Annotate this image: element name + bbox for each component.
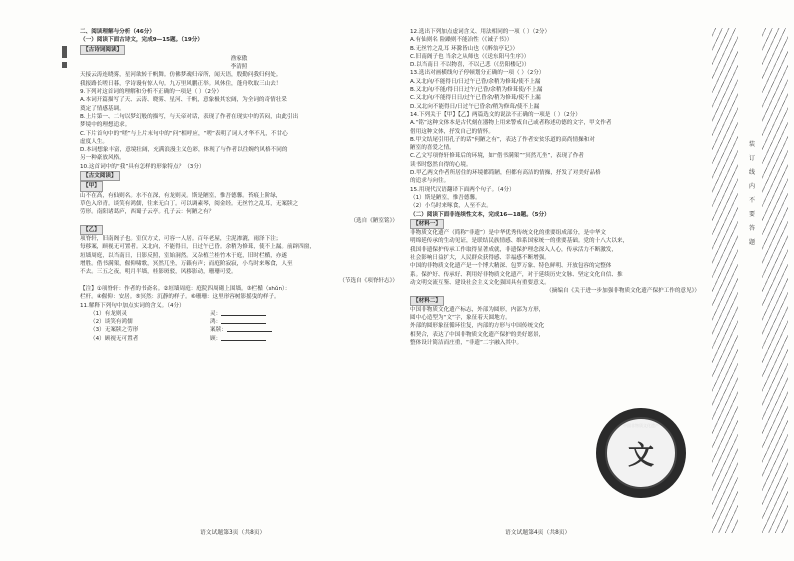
text-line: 【古诗词阅读】	[80, 45, 398, 55]
text-line: 11.解释下列句中加点实词的含义。（4分）	[80, 302, 185, 309]
binding-hatch	[762, 28, 788, 533]
text-line: 天接云涛连晓雾，星河欲转千帆舞。仿佛梦魂归帝所，闻天语，殷勤问我归何处。	[80, 72, 282, 79]
text-line: 借用这种文体，抒发自己的情怀。	[410, 128, 494, 135]
text-line: 【乙】	[80, 225, 398, 235]
text-line: 增胜。借书满架，偃仰啸歌，冥然兀坐，万籁有声；而庭阶寂寂，小鸟时来啄食，人至	[80, 261, 293, 268]
text-line: 15.用现代汉语翻译下面两个句子。（4分）	[410, 186, 515, 193]
text-line: 李清照	[230, 64, 248, 71]
text-line: B.甲文结尾引用孔子的话“何陋之有”，表达了作者安贫乐道的高尚情操和对	[410, 136, 595, 143]
text-line: 我报路长嗟日暮，学诗谩有惊人句。九万里风鹏正举。风休住，蓬舟吹取三山去！	[80, 80, 282, 87]
q11-item	[80, 326, 398, 334]
text-line: C.乙文写项脊轩修葺后的环境，如“借书满架”“冥然兀坐”，表现了作者	[410, 153, 584, 160]
text-line: 10.这首词中的“我”具有怎样的形象特点？（3分）	[80, 163, 205, 170]
text-line: （一）阅读下面古诗文，完成9—15题。（19分）	[80, 37, 203, 44]
text-line: 明绵延传承的生动见证，是联结民族情感、维系国家统一的重要基础。党的十八大以来，	[410, 238, 629, 245]
text-line: 我国非遗保护传承工作取得显著成就，非遗保护理念深入人心，传承活力不断激发，	[410, 246, 617, 253]
text-line: 梦境中的理想追求。	[80, 122, 131, 129]
text-line: 相契合，表达了中国非物质文化遗产保护的美好愿景，	[410, 331, 545, 338]
scan-mark	[62, 62, 67, 68]
text-line: （2）小鸟时来啄食，人至不去。	[410, 203, 492, 210]
text-line: 外部的圆形象征循环往复，内部的方形与中国传统文化	[410, 323, 545, 330]
text-line: 中国非物质文化遗产标志，外部为圆形，内部为方形，	[410, 306, 545, 313]
text-line: （摘编自《关于进一步加强非物质文化遗产保护工作的意见》）	[546, 288, 700, 295]
text-line: A.又北向/不能得日/日过午已昏/余稍为修葺/使不上漏	[410, 78, 541, 85]
text-line: C.又北向/不能得日日/过午已昏余/稍为修葺/使不上漏	[410, 95, 541, 102]
text-line: 12.选出下列加点虚词含义、用法相同的一项（ ）（2分）	[410, 29, 551, 35]
scan-mark	[62, 46, 67, 58]
q11-label: 顾：	[210, 335, 222, 342]
text-line: B.又北向/不能/得日日过午/已昏/余稍为修葺使/不上漏	[410, 87, 543, 94]
text-line: 栏杆。④偃仰：安居。⑤冥然：沉静的样子。⑥珊珊：这里形容树影摇曳的样子。	[80, 294, 280, 301]
text-line: C.旧南阁子也 当余之从师也（《送东阳马生序》）	[410, 53, 530, 60]
text-line: 渔家傲	[230, 55, 248, 62]
text-line: 山不在高，有仙则名。水不在深，有龙则灵。斯是陋室，惟吾德馨。苔痕上阶绿，	[80, 192, 282, 199]
text-line: A.“铭”这种文体本是古代刻在器物上用来警戒自己或者称述功德的文字，甲文作者	[410, 120, 612, 127]
text-line: （节选自《项脊轩志》）	[339, 277, 398, 284]
text-line: A.本词开篇描写了天、云涛、晓雾、星河、千帆，意象极其宏阔，为全词的奇情壮采	[80, 97, 287, 104]
text-line: 的追求与向往。	[410, 178, 450, 185]
logo-ring-text: 中国非物质文化遗产	[623, 423, 659, 428]
answer-blank[interactable]	[221, 310, 266, 316]
text-line: 不去。三五之夜，明月半墙，桂影斑驳，风移影动，珊珊可爱。	[80, 269, 237, 276]
text-line: 社会影响日益扩大，人民群众获得感、幸福感不断增强。	[410, 255, 550, 262]
binding-margin	[712, 28, 790, 533]
right-page-footer: 语文试题第4页（共8页）	[505, 530, 571, 536]
q11-phrase: （3）无案牍之劳形	[90, 327, 139, 334]
text-line: 垣墙周庭，以当南日，日影反照，室始洞然。又杂植兰桂竹木于庭，旧时栏楯，亦遂	[80, 252, 287, 259]
logo-glyph: 文	[627, 440, 654, 471]
right-column	[410, 28, 700, 347]
q11-phrase: （1）有龙则灵	[90, 310, 128, 317]
text-line: （1）斯是陋室，惟吾德馨。	[410, 194, 481, 201]
text-line: 动文明交流互鉴、建设社会主义文化强国具有重要意义。	[410, 279, 550, 286]
q11-label: 案牍：	[210, 327, 227, 334]
text-line: 草色入帘青。谈笑有鸿儒，往来无白丁。可以调素琴，阅金经。无丝竹之乱耳，无案牍之	[80, 200, 299, 207]
binding-notice: 装 订 线 内 不 要 答 题	[748, 141, 755, 246]
text-line: 二、阅读理解与分析（46分）	[80, 29, 155, 35]
answer-blank[interactable]	[221, 335, 266, 341]
text-line: 【材料一】	[410, 219, 700, 229]
text-line: 劳形。南阳诸葛庐，西蜀子云亭。孔子云：何陋之有？	[80, 209, 215, 216]
text-line: D.以当南日 不以物喜，不以己悲（《岳阳楼记》）	[410, 62, 530, 69]
text-line: 【古文阅读】	[80, 171, 398, 181]
text-line: 14.下列关于【甲】【乙】两篇选文的说法不正确的一项是（ ）（2分）	[410, 111, 581, 118]
q11-item	[80, 310, 398, 318]
text-line: 系。保护好、传承好、利用好非物质文化遗产，对于延续历史文脉、坚定文化自信、推	[410, 271, 623, 278]
text-line: 圆中心造型为“文”字，象征着天圆地方。	[410, 315, 511, 322]
text-line: 奠定了情感基调。	[80, 105, 125, 112]
text-line: 中国的非物质文化遗产是一个博大精深、包罗万象、特色鲜明、开放包容的完整体	[410, 263, 612, 270]
text-line: A.有仙则名 险躁则不能冶性（《诫子书》）	[410, 37, 513, 44]
text-line: 项脊轩，旧南阁子也。室仅方丈，可容一人居。百年老屋，尘泥渗漉，雨泽下注；	[80, 236, 282, 243]
text-line: 每移案，顾视无可置者。又北向，不能得日，日过午已昏。余稍为修葺，使不上漏。前辟四窗，	[80, 244, 315, 251]
intangible-heritage-logo	[596, 408, 686, 498]
answer-blank[interactable]	[227, 326, 272, 332]
text-line: C.下片首句中的“嗟”与上片末句中的“问”相呼应，“嗟”表明了词人才华不凡，不甘心	[80, 130, 288, 137]
q11-label: 鸿：	[210, 319, 222, 326]
text-line: 【材料二】	[410, 296, 700, 306]
text-line: 整体设计简洁而庄重，“非遗”二字融入其中。	[410, 339, 523, 346]
answer-blank[interactable]	[221, 318, 266, 324]
text-line: 9.下列对这首词的理解和分析不正确的一项是（ ）（2分）	[80, 89, 223, 96]
text-line: D.又北向不能得日/日过午已昏余/稍为修葺/使不上漏	[410, 103, 540, 110]
text-line: 陋室的喜爱之情。	[410, 145, 455, 152]
left-column	[80, 28, 398, 343]
q11-phrase: （2）谈笑有鸿儒	[90, 319, 133, 326]
q11-item	[80, 318, 398, 326]
text-line: （选自《陋室铭》）	[350, 217, 398, 224]
text-line: 虚度人生。	[80, 138, 108, 145]
left-page-footer: 语文试题第3页（共8页）	[200, 530, 266, 536]
text-line: 【甲】	[80, 181, 398, 191]
text-line: D.甲乙两文作者所居住的环境都简陋，但都有高洁的情操，抒发了对美好品格	[410, 170, 601, 177]
text-line: B.无丝竹之乱耳 环滁皆山也（《醉翁亭记》）	[410, 45, 519, 52]
binding-hatch	[712, 28, 738, 533]
text-line: 非物质文化遗产（简称“非遗”）是中华优秀传统文化的重要组成部分，是中华文	[410, 230, 606, 237]
text-line: 13.选出对画横线句子停顿划分正确的一项（ ）（2分）	[410, 70, 545, 77]
text-line: B.上片第一、二句以梦幻般的描写，与天帝对话，表现了作者在现实中的苦闷，由此引出	[80, 113, 299, 120]
text-line: D.本词想象丰富，意境壮阔，充满浪漫主义色彩，体现了与作者以往婉约风格不同的	[80, 147, 288, 154]
text-line: 读书时悠然自得的心境。	[410, 161, 472, 168]
text-line: 另一种豪放风格。	[80, 155, 125, 162]
text-line: 【注】①项脊轩：作者的书斋名。②垣墙周庭：庭院四周砌上围墙。③栏楯（shǔn）：	[80, 285, 291, 292]
text-line: （二）阅读下面非连续性文本，完成16—18题。（5分）	[410, 211, 550, 218]
q11-label: 灵：	[210, 310, 222, 317]
q11-phrase: （4）顾视无可置者	[90, 335, 139, 342]
q11-item	[80, 335, 398, 343]
